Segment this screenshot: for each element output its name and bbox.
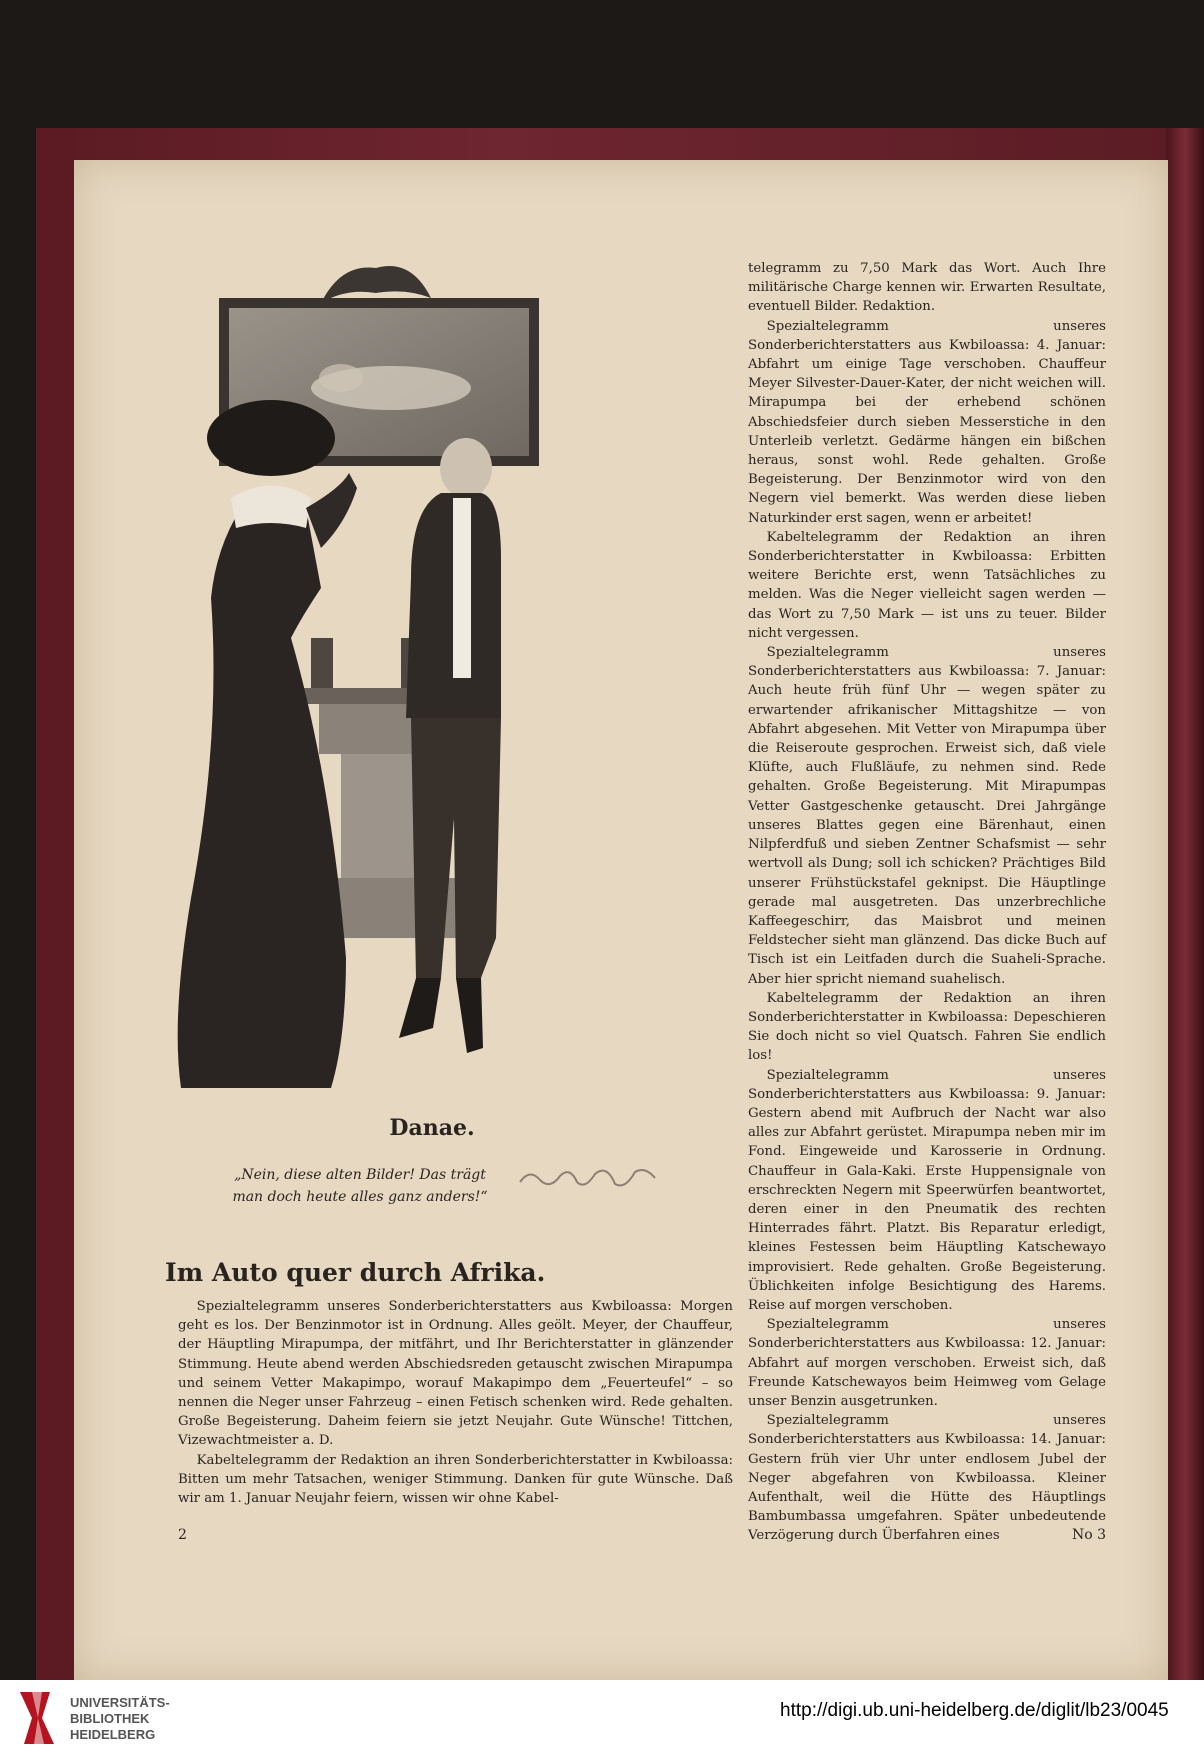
artist-signature bbox=[515, 1160, 660, 1194]
caption-quote bbox=[210, 1164, 510, 1208]
page-number: 2 bbox=[178, 1527, 187, 1543]
article-left-column bbox=[178, 1297, 733, 1508]
library-name-line: HEIDELBERG bbox=[70, 1727, 156, 1742]
issue-number: No 3 bbox=[1072, 1527, 1107, 1543]
article-paragraph: Kabeltelegramm der Redaktion an ihren Sonderberichterstatter in Kwbiloassa: Bitten um mehr Tatsachen, weniger Stimmung. Danken für gute Wünsche. Daß wir am 1. Januar Neujahr feiern, wissen wir ohne Kabel- bbox=[178, 1452, 733, 1507]
article-paragraph: Spezialtelegramm unseres Sonderberichterstatters aus Kwbiloassa: 4. Januar: Abfahrt um einige Tage verschoben. Chauffeur Meyer Silvester-Dauer-Kater, der nicht weichen will. Mirapumpa bei der erhebend schönen Abschiedsfeier durch sieben Messerstiche in den Unterleib verletzt. Gedärme hängen ein bißchen heraus, sonst wohl. Rede gehalten. Große Begeisterung. Der Benzinmotor wird von den Negern viel bemerkt. Was werden diese lieben Naturkinder erst sagen, wenn er arbeitet! bbox=[748, 318, 1106, 526]
caption-quote-line: man doch heute alles ganz anders!“ bbox=[232, 1189, 488, 1205]
article-paragraph: telegramm zu 7,50 Mark das Wort. Auch Ihre militärische Charge kennen wir. Erwarten Resultate, eventuell Bilder. Redaktion. bbox=[748, 261, 1106, 315]
library-name-line: BIBLIOTHEK bbox=[70, 1711, 150, 1726]
article-paragraph: Spezialtelegramm unseres Sonderberichterstatters aus Kwbiloassa: 12. Januar: Abfahrt auf morgen verschoben. Erweist sich, daß Freunde Katschewayos beim Heimweg vom Gelage unser Benzin ausgetrunken. bbox=[748, 1317, 1106, 1409]
article-paragraph: Spezialtelegramm unseres Sonderberichterstatters aus Kwbiloassa: Morgen geht es los. Der Benzinmotor ist in Ordnung. Alles geölt. Meyer, der Chauffeur, der Häuptling Mirapumpa, der mitfährt, und Ihr Berichterstatter in glänzender Stimmung. Heute abend werden Abschiedsreden getauscht zwischen Mirapumpa und seinem Vetter Makapimpo, worauf Makapimpo dem „Feuerteufel“ – so nennen die Neger unser Fahrzeug – einen Fetisch schenken wird. Rede gehalten. Große Begeisterung. Daheim feiern sie jetzt Neujahr. Gute Wünsche! Tittchen, Vizewachtmeister a. D. bbox=[178, 1299, 733, 1449]
book-spine-edge bbox=[1166, 128, 1204, 1680]
article-right-column bbox=[748, 259, 1106, 1546]
library-name-line: UNIVERSITÄTS- bbox=[70, 1695, 170, 1710]
article-paragraph: Spezialtelegramm unseres Sonderberichterstatters aus Kwbiloassa: 7. Januar: Auch heute früh fünf Uhr — wegen später zu erwartender afrikanischer Mittagshitze — von Abfahrt abgesehen. Mit Vetter von Mirapumpa über die Reiseroute gesprochen. Erweist sich, daß viele Klüfte, auch Flußläufe, zu nehmen sind. Rede gehalten. Große Begeisterung. Mit Mirapumpas Vetter Gastgeschenke getauscht. Drei Jahrgänge unseres Blattes gegen eine Bärenhaut, einen Nilpferdfuß und sieben Zentner Schafsmist — sehr wertvoll als Dung; soll ich schicken? Prächtiges Bild unserer Frühstückstafel geknipst. Die Häuptlinge gerade mal ausgetreten. Das unzerbrechliche Kaffeegeschirr, das Maisbrot und meinen Feldstecher sieht man glänzend. Das dicke Buch auf Tisch ist ein Leitfaden durch die Suaheli-Sprache. Aber hier spricht niemand suahelisch. bbox=[748, 645, 1106, 987]
article-title: Im Auto quer durch Afrika. bbox=[165, 1258, 546, 1287]
article-paragraph: Kabeltelegramm der Redaktion an ihren Sonderberichterstatter in Kwbiloassa: Depeschieren Sie doch nicht so viel Quatsch. Fahren Sie endlich los! bbox=[748, 990, 1106, 1064]
caption-quote-line: „Nein, diese alten Bilder! Das trägt bbox=[234, 1167, 486, 1183]
library-name bbox=[70, 1695, 170, 1743]
university-library-logo-icon bbox=[12, 1688, 62, 1748]
danae-illustration bbox=[171, 258, 551, 1108]
article-paragraph: Kabeltelegramm der Redaktion an ihren Sonderberichterstatter in Kwbiloassa: Erbitten weitere Berichte erst, wenn Tatsächliches zu melden. Was die Neger vielleicht sagen werden — das Wort zu 7,50 Mark — ist uns zu teuer. Bilder nicht vergessen. bbox=[748, 529, 1106, 641]
caption-title: Danae. bbox=[389, 1115, 475, 1141]
article-paragraph: Spezialtelegramm unseres Sonderberichterstatters aus Kwbiloassa: 9. Januar: Gestern abend mit Aufbruch der Nacht war also alles zur Abfahrt gerüstet. Mirapumpa neben mir im Fond. Eingeweide und Karosserie in Ordnung. Chauffeur in Gala-Kaki. Erste Huppensignale von erschreckten Negern mit Speerwürfen beantwortet, deren einer in den Pneumatik des rechten Hinterrades fährt. Platzt. Bis Reparatur erledigt, kleines Festessen beim Häuptling Katschewayo improvisiert. Rede gehalten. Große Begeisterung. Üblichkeiten infolge Besichtigung des Harems. Reise auf morgen verschoben. bbox=[748, 1067, 1106, 1313]
article-paragraph: Spezialtelegramm unseres Sonderberichterstatters aus Kwbiloassa: 14. Januar: Gestern früh vier Uhr unter endlosem Jubel der Neger abgefahren von Kwbiloassa. Kleiner Aufenthalt, weil die Hütte des Häuptlings Bambumbassa umgefahren. Später unbedeutende Verzögerung durch Überfahren eines bbox=[748, 1413, 1106, 1544]
source-url-link[interactable]: http://digi.ub.uni-heidelberg.de/diglit/lb23/0045 bbox=[780, 1700, 1169, 1721]
